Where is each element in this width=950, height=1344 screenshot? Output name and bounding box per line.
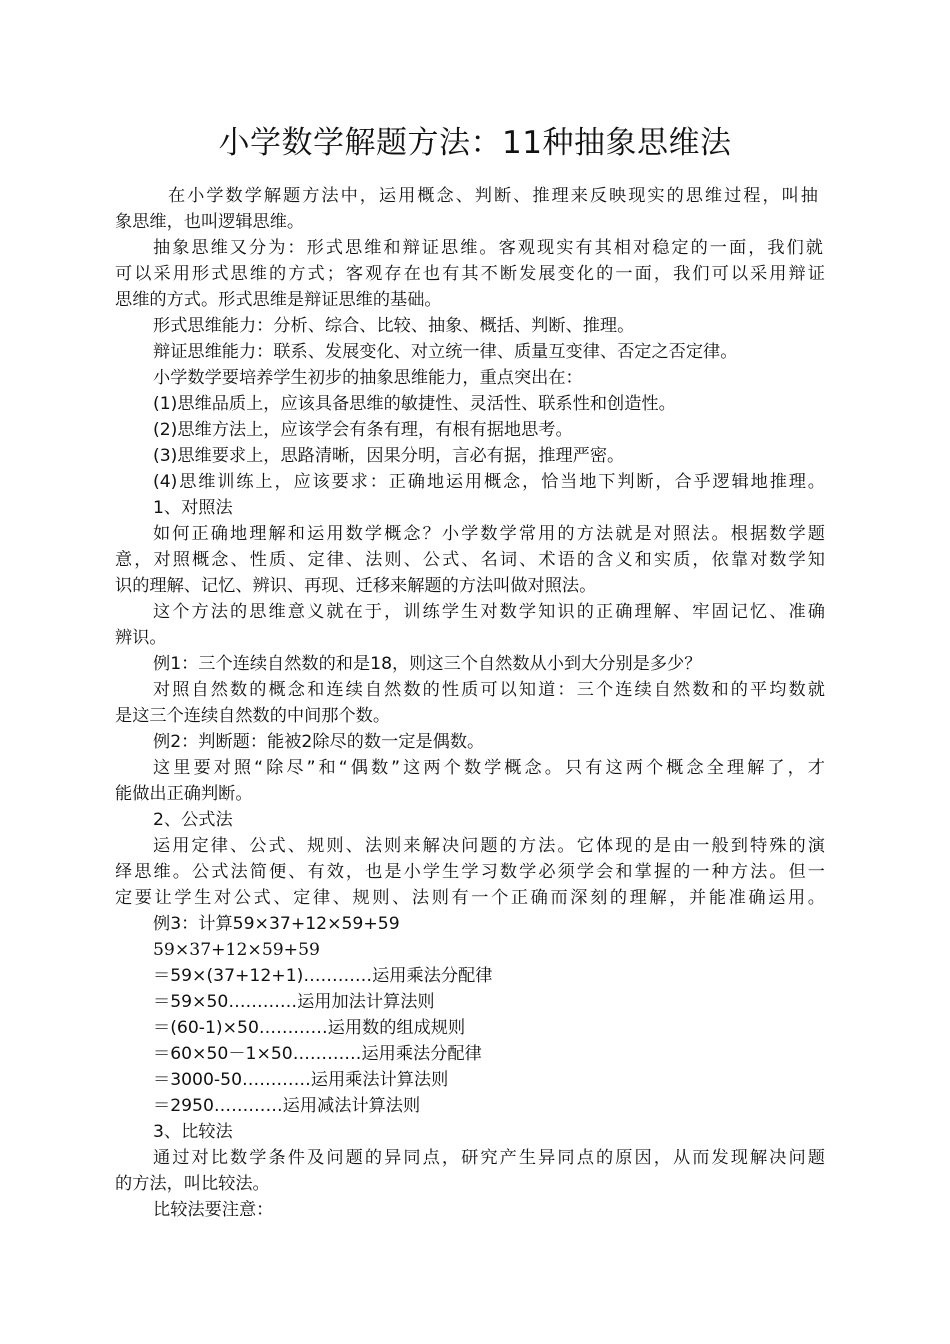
math-line: ＝2950…………运用减法计算法则 — [153, 1096, 421, 1116]
text-line: 对照自然数的概念和连续自然数的性质可以知道：三个连续自然数和的平均数就 — [153, 680, 825, 700]
text-line: 例2：判断题：能被2除尽的数一定是偶数。 — [153, 732, 485, 752]
text-line: 是这三个连续自然数的中间那个数。 — [115, 706, 391, 726]
text-line: 抽象思维又分为：形式思维和辩证思维。客观现实有其相对稳定的一面，我们就 — [153, 238, 823, 258]
text-line: 如何正确地理解和运用数学概念？小学数学常用的方法就是对照法。根据数学题 — [153, 524, 825, 544]
section-heading: 3、比较法 — [153, 1122, 233, 1142]
text-line: 绎思维。公式法简便、有效，也是小学生学习数学必须学会和掌握的一种方法。但一 — [115, 862, 825, 882]
section-heading: 1、对照法 — [153, 498, 233, 518]
text-line: 形式思维能力：分析、综合、比较、抽象、概括、判断、推理。 — [153, 316, 635, 336]
text-line: 思维的方式。形式思维是辩证思维的基础。 — [115, 290, 442, 310]
math-line: ＝3000-50…………运用乘法计算法则 — [153, 1070, 449, 1090]
text-line: 例1：三个连续自然数的和是18，则这三个自然数从小到大分别是多少？ — [153, 654, 702, 674]
text-line: 例3：计算59×37+12×59+59 — [153, 914, 400, 934]
text-line: 这个方法的思维意义就在于，训练学生对数学知识的正确理解、牢固记忆、准确 — [153, 602, 825, 622]
text-line: 的方法，叫比较法。 — [115, 1174, 270, 1194]
text-line: 象思维，也叫逻辑思维。 — [115, 212, 305, 232]
text-line: (3)思维要求上，思路清晰，因果分明，言必有据，推理严密。 — [153, 446, 625, 466]
text-line: (2)思维方法上，应该学会有条有理，有根有据地思考。 — [153, 420, 573, 440]
text-line: 能做出正确判断。 — [115, 784, 253, 804]
text-line: (4)思维训练上，应该要求：正确地运用概念，恰当地下判断，合乎逻辑地推理。 — [153, 472, 825, 492]
text-line: 运用定律、公式、规则、法则来解决问题的方法。它体现的是由一般到特殊的演 — [153, 836, 825, 856]
text-line: (1)思维品质上，应该具备思维的敏捷性、灵活性、联系性和创造性。 — [153, 394, 676, 414]
text-line: 可以采用形式思维的方式；客观存在也有其不断发展变化的一面，我们可以采用辩证 — [115, 264, 825, 284]
text-line: 定要让学生对公式、定律、规则、法则有一个正确而深刻的理解，并能准确运用。 — [115, 888, 825, 908]
text-line: 这里要对照“除尽”和“偶数”这两个数学概念。只有这两个概念全理解了，才 — [153, 758, 825, 778]
text-line: 小学数学要培养学生初步的抽象思维能力，重点突出在： — [153, 368, 583, 388]
text-line: 辩证思维能力：联系、发展变化、对立统一律、质量互变律、否定之否定律。 — [153, 342, 738, 362]
text-line: 识的理解、记忆、辨识、再现、迁移来解题的方法叫做对照法。 — [115, 576, 597, 596]
math-line: ＝(60-1)×50…………运用数的组成规则 — [153, 1018, 466, 1038]
math-line: ＝59×50…………运用加法计算法则 — [153, 992, 435, 1012]
text-line: 辨识。 — [115, 628, 167, 648]
text-line: 意，对照概念、性质、定律、法则、公式、名词、术语的含义和实质，依靠对数学知 — [115, 550, 825, 570]
text-line: 在小学数学解题方法中，运用概念、判断、推理来反映现实的思维过程，叫抽 — [168, 186, 818, 206]
text-line: 通过对比数学条件及问题的异同点，研究产生异同点的原因，从而发现解决问题 — [153, 1148, 825, 1168]
math-line: 59×37+12×59+59 — [153, 940, 320, 960]
math-line: ＝59×(37+12+1)…………运用乘法分配律 — [153, 966, 493, 986]
math-line: ＝60×50－1×50…………运用乘法分配律 — [153, 1044, 482, 1064]
document-title: 小学数学解题方法：11种抽象思维法 — [218, 125, 732, 161]
section-heading: 2、公式法 — [153, 810, 233, 830]
text-line: 比较法要注意： — [153, 1200, 274, 1220]
